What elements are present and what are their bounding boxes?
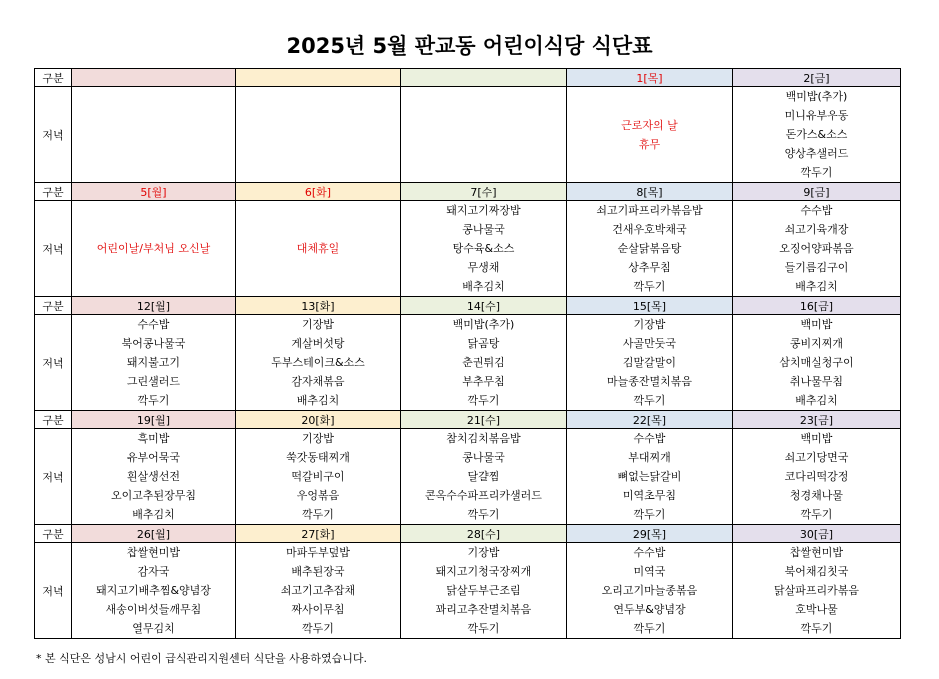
menu-item: 달걀찜 xyxy=(467,470,500,483)
menu-item: 백미밥(추가) xyxy=(785,90,848,103)
menu-item: 두부스테이크&소스 xyxy=(271,356,365,369)
menu-item: 순살닭볶음탕 xyxy=(617,242,682,255)
day-date-cell xyxy=(401,69,567,87)
day-meal-cell xyxy=(72,201,236,297)
menu-item: 찹쌀현미밥 xyxy=(126,546,181,559)
gubun-label: 구분 xyxy=(35,411,72,429)
menu-item: 흑미밥 xyxy=(137,432,170,445)
day-date-cell: 29[목] xyxy=(567,525,733,543)
menu-item: 배추김치 xyxy=(795,280,838,293)
dinner-label: 저녁 xyxy=(35,429,72,525)
menu-item: 배추김치 xyxy=(795,394,838,407)
menu-item: 배추김치 xyxy=(462,280,505,293)
menu-item: 깍두기 xyxy=(800,622,833,635)
day-date-cell: 7[수] xyxy=(401,183,567,201)
day-meal-cell xyxy=(72,543,236,639)
gubun-label: 구분 xyxy=(35,183,72,201)
menu-item: 쇠고기파프리카볶음밥 xyxy=(596,204,703,217)
menu-item: 기장밥 xyxy=(302,318,334,331)
menu-item: 코다리떡강정 xyxy=(784,470,849,483)
day-date-cell: 23[금] xyxy=(733,411,901,429)
week-header-row xyxy=(35,411,901,429)
menu-item: 쇠고기당면국 xyxy=(784,451,849,464)
footnote: * 본 식단은 성남시 어린이 급식관리지원센터 식단을 사용하였습니다. xyxy=(36,652,367,665)
menu-item: 연두부&양념장 xyxy=(613,603,686,616)
day-date-cell: 28[수] xyxy=(401,525,567,543)
menu-item: 탕수육&소스 xyxy=(452,242,515,255)
menu-item: 감자채볶음 xyxy=(291,375,345,388)
menu-item: 깍두기 xyxy=(302,508,334,521)
menu-item: 배추김치 xyxy=(296,394,340,407)
menu-item: 수수밥 xyxy=(137,318,170,331)
day-date-cell: 9[금] xyxy=(733,183,901,201)
menu-item: 돼지고기짜장밥 xyxy=(446,204,521,217)
day-meal-cell xyxy=(567,543,733,639)
day-meal-cell xyxy=(236,429,401,525)
menu-item: 기장밥 xyxy=(467,546,500,559)
menu-item: 닭살두부근조림 xyxy=(446,584,521,597)
menu-item: 그린샐러드 xyxy=(126,375,181,388)
menu-item: 깍두기 xyxy=(800,508,833,521)
day-meal-cell xyxy=(401,87,567,183)
day-date-cell: 2[금] xyxy=(733,69,901,87)
menu-item: 어린이날/부처님 오신날 xyxy=(96,242,211,255)
menu-item: 부대찌개 xyxy=(628,451,671,464)
day-meal-cell xyxy=(567,87,733,183)
menu-item: 근로자의 날 xyxy=(621,118,678,132)
menu-item: 깍두기 xyxy=(467,394,500,407)
day-date-cell: 26[월] xyxy=(72,525,236,543)
menu-item: 깍두기 xyxy=(633,394,666,407)
menu-item: 짜사이무침 xyxy=(291,603,345,616)
day-meal-cell xyxy=(567,315,733,411)
menu-item: 들기름김구이 xyxy=(784,261,849,274)
menu-item: 북어콩나물국 xyxy=(121,337,186,350)
menu-item: 미역국 xyxy=(633,565,666,578)
menu-item: 미니유부우동 xyxy=(784,109,849,122)
menu-item: 돼지고기청국장찌개 xyxy=(435,565,532,578)
menu-item: 배추된장국 xyxy=(291,565,345,578)
day-meal-cell xyxy=(567,429,733,525)
day-date-cell: 30[금] xyxy=(733,525,901,543)
menu-item: 미역초무침 xyxy=(622,489,677,502)
menu-item: 닭곰탕 xyxy=(467,337,500,350)
menu-item: 돼지고기배추찜&양념장 xyxy=(96,584,211,597)
menu-item: 무생채 xyxy=(467,261,500,274)
day-meal-cell xyxy=(72,87,236,183)
menu-item: 삼치매실청구이 xyxy=(779,356,854,369)
menu-item: 기장밥 xyxy=(302,432,334,445)
menu-item: 배추김치 xyxy=(132,508,175,521)
menu-item: 쑥갓동태찌개 xyxy=(286,451,350,464)
week-header-row xyxy=(35,297,901,315)
menu-item: 콩비지찌개 xyxy=(789,337,844,350)
dinner-label: 저녁 xyxy=(35,543,72,639)
day-date-cell: 13[화] xyxy=(236,297,401,315)
day-meal-cell xyxy=(236,543,401,639)
menu-item: 찹쌀현미밥 xyxy=(789,546,844,559)
menu-item: 수수밥 xyxy=(633,546,666,559)
day-meal-cell xyxy=(733,315,901,411)
day-date-cell: 12[월] xyxy=(72,297,236,315)
menu-item: 돈가스&소스 xyxy=(785,128,848,141)
menu-item: 북어채김칫국 xyxy=(784,565,849,578)
day-date-cell xyxy=(72,69,236,87)
menu-item: 사골만둣국 xyxy=(622,337,677,350)
menu-item: 마늘종잔멸치볶음 xyxy=(606,375,692,388)
gubun-label: 구분 xyxy=(35,525,72,543)
day-date-cell: 22[목] xyxy=(567,411,733,429)
week-meal-row xyxy=(35,429,901,525)
day-meal-cell xyxy=(733,201,901,297)
gubun-label: 구분 xyxy=(35,69,72,87)
menu-item: 깍두기 xyxy=(633,622,666,635)
menu-item: 청경채나물 xyxy=(789,489,844,502)
menu-item: 감자국 xyxy=(137,565,170,578)
day-meal-cell xyxy=(733,429,901,525)
menu-item: 백미밥 xyxy=(800,318,833,331)
menu-item: 새송이버섯들깨무침 xyxy=(105,603,202,616)
menu-item: 돼지불고기 xyxy=(126,356,181,369)
day-date-cell: 8[목] xyxy=(567,183,733,201)
day-date-cell: 21[수] xyxy=(401,411,567,429)
menu-table-body xyxy=(35,69,901,639)
menu-item: 수수밥 xyxy=(633,432,666,445)
menu-item: 기장밥 xyxy=(633,318,666,331)
menu-item: 우엉볶음 xyxy=(296,489,340,502)
menu-item: 깍두기 xyxy=(467,508,500,521)
menu-item: 휴무 xyxy=(638,137,661,151)
menu-item: 양상추샐러드 xyxy=(784,147,849,160)
gubun-label: 구분 xyxy=(35,297,72,315)
menu-item: 떡갈비구이 xyxy=(291,470,345,483)
day-meal-cell xyxy=(401,543,567,639)
menu-item: 꽈리고추잔멸치볶음 xyxy=(435,603,532,616)
menu-item: 뼈없는닭갈비 xyxy=(617,470,682,483)
day-meal-cell xyxy=(401,315,567,411)
day-meal-cell xyxy=(733,543,901,639)
menu-item: 백미밥(추가) xyxy=(452,318,515,331)
menu-item: 수수밥 xyxy=(800,204,833,217)
week-header-row xyxy=(35,525,901,543)
day-date-cell: 16[금] xyxy=(733,297,901,315)
week-meal-row xyxy=(35,87,901,183)
menu-item: 오징어양파볶음 xyxy=(779,242,854,255)
day-date-cell: 6[화] xyxy=(236,183,401,201)
day-date-cell: 19[월] xyxy=(72,411,236,429)
menu-item: 상추무침 xyxy=(628,261,671,274)
menu-item: 쇠고기고추잡채 xyxy=(280,584,356,597)
menu-table xyxy=(34,68,901,639)
day-date-cell: 5[월] xyxy=(72,183,236,201)
menu-item: 백미밥 xyxy=(800,432,833,445)
menu-item: 건새우호박채국 xyxy=(612,223,687,236)
menu-item: 콩나물국 xyxy=(462,451,505,464)
page-title: 2025년 5월 판교동 어린이식당 식단표 xyxy=(286,34,653,58)
day-meal-cell xyxy=(401,201,567,297)
week-meal-row xyxy=(35,201,901,297)
menu-item: 대체휴일 xyxy=(296,242,340,255)
menu-item: 마파두부덮밥 xyxy=(286,546,350,559)
day-date-cell: 1[목] xyxy=(567,69,733,87)
day-meal-cell xyxy=(236,201,401,297)
day-date-cell: 14[수] xyxy=(401,297,567,315)
menu-item: 깍두기 xyxy=(800,166,833,179)
menu-item: 깍두기 xyxy=(467,622,500,635)
day-meal-cell xyxy=(567,201,733,297)
menu-item: 열무김치 xyxy=(132,622,175,635)
day-meal-cell xyxy=(72,315,236,411)
menu-item: 깍두기 xyxy=(137,394,170,407)
menu-item: 깍두기 xyxy=(633,508,666,521)
menu-item: 김말갈말이 xyxy=(622,356,677,369)
day-date-cell xyxy=(236,69,401,87)
menu-item: 쇠고기육개장 xyxy=(784,223,849,236)
menu-item: 깍두기 xyxy=(633,280,666,293)
menu-item: 부추무침 xyxy=(462,375,505,388)
day-date-cell: 20[화] xyxy=(236,411,401,429)
day-date-cell: 27[화] xyxy=(236,525,401,543)
dinner-label: 저녁 xyxy=(35,201,72,297)
day-meal-cell xyxy=(236,315,401,411)
day-date-cell: 15[목] xyxy=(567,297,733,315)
menu-item: 오이고추된장무침 xyxy=(110,489,196,502)
menu-item: 오리고기마늘종볶음 xyxy=(601,584,698,597)
menu-item: 춘권튀김 xyxy=(462,356,505,369)
day-meal-cell xyxy=(401,429,567,525)
menu-item: 호박나물 xyxy=(795,603,838,616)
menu-item: 깍두기 xyxy=(302,622,334,635)
dinner-label: 저녁 xyxy=(35,315,72,411)
week-meal-row xyxy=(35,543,901,639)
menu-item: 취나물무침 xyxy=(789,375,844,388)
menu-item: 흰살생선전 xyxy=(126,470,181,483)
menu-item: 게살버섯탕 xyxy=(291,337,345,350)
menu-item: 닭살파프리카볶음 xyxy=(773,584,859,597)
menu-item: 콘옥수수파프리카샐러드 xyxy=(425,489,542,502)
menu-item: 참치김치볶음밥 xyxy=(446,432,521,445)
week-header-row xyxy=(35,183,901,201)
week-meal-row xyxy=(35,315,901,411)
day-meal-cell xyxy=(733,87,901,183)
week-header-row xyxy=(35,69,901,87)
dinner-label: 저녁 xyxy=(35,87,72,183)
menu-item: 유부어묵국 xyxy=(126,451,181,464)
day-meal-cell xyxy=(72,429,236,525)
menu-item: 콩나물국 xyxy=(462,223,505,236)
day-meal-cell xyxy=(236,87,401,183)
